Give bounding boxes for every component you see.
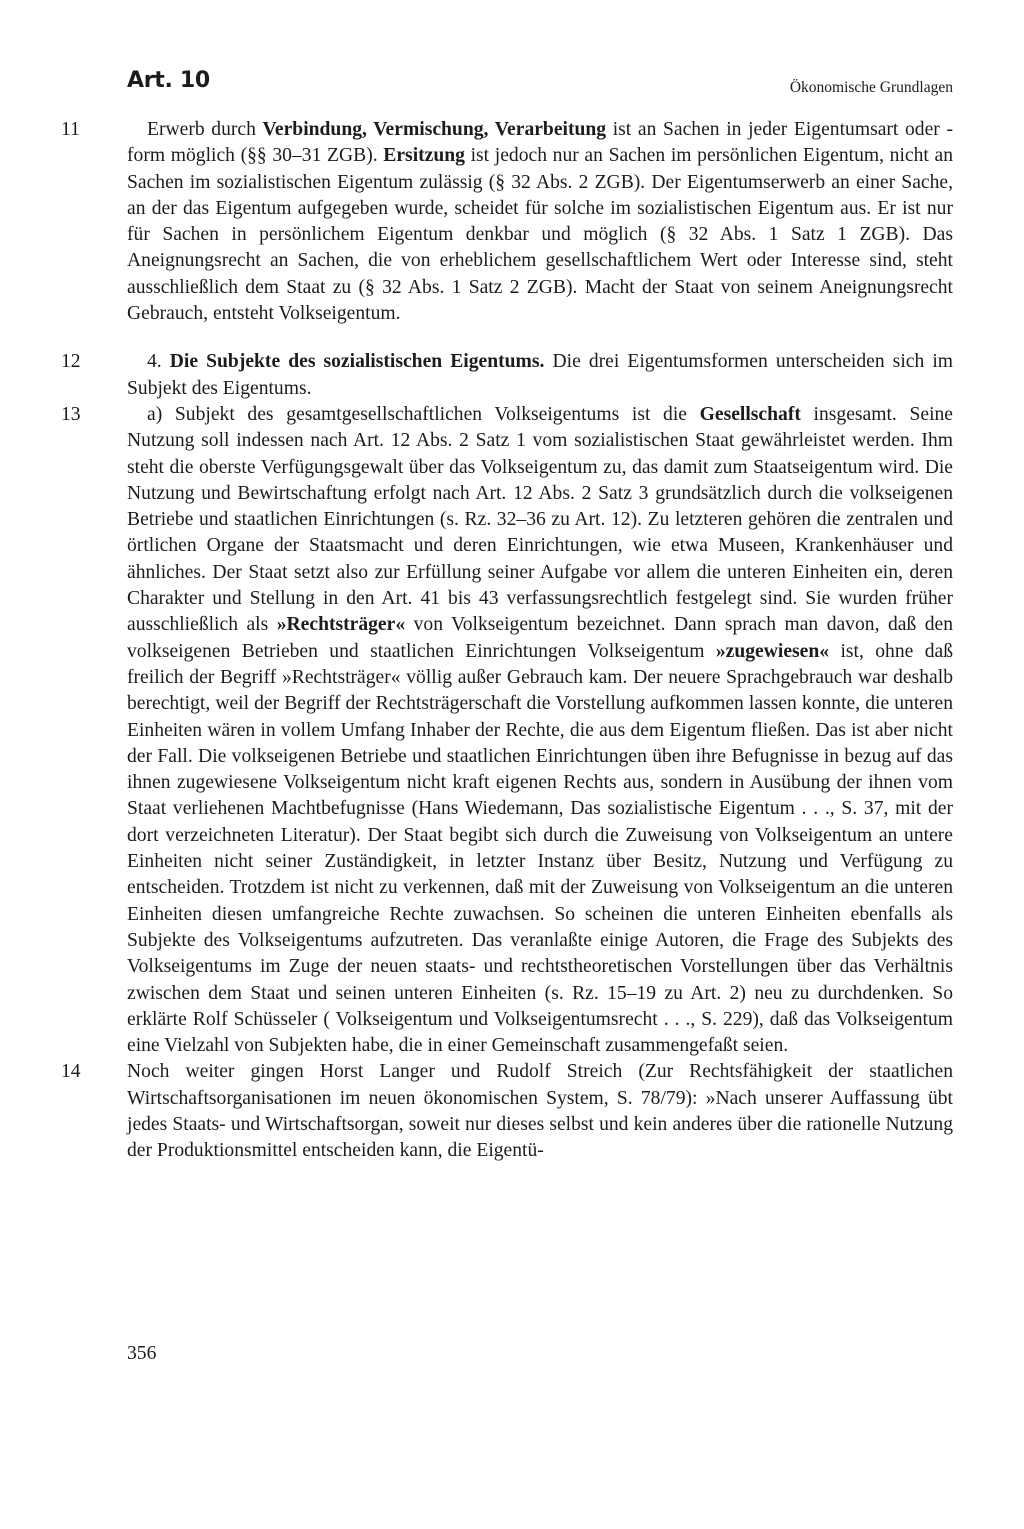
margin-number: 13 <box>61 403 81 425</box>
text-run: a) Subjekt des gesamtgesellschaftlichen Volkseigentums ist die <box>147 403 700 425</box>
text-run: Erwerb durch <box>147 119 263 140</box>
text-run: von Volkseigentum bezeichnet. Dann sprach man davon, daß den volkseigenen Betrieben und staatlichen Einrichtungen Volkseigentum <box>127 614 954 662</box>
running-title: Ökonomische Grundlagen <box>789 79 953 96</box>
text-run: insgesamt. Seine Nutzung soll indessen nach Art. 12 Abs. 2 Satz 1 vom sozialistischen Staat gewährleistet werden. Ihm steht die oberste Verfügungsgewalt über das Volkseigentum zu, das damit zum Staatseigentum wird. Die Nutzung und Bewirtschaftung erfolgt nach Art. 12 Abs. 2 Satz 3 grundsätzlich durch die volkseigenen Betriebe und staatlichen Einrichtungen (s. Rz. 32–36 zu Art. 12). Zu letzteren gehören die zentralen und örtlichen Organe der Staatsmacht und deren Einrichtungen, wie etwa Museen, Krankenhäuser und ähnliches. Der Staat setzt also zur Erfüllung seiner Aufgabe vor allem die unteren Einheiten ein, deren Charakter und Stellung in den Art. 41 bis 43 verfassungsrechtlich festgelegt sind. Sie wurden früher ausschließlich als <box>127 403 954 636</box>
paragraph-11 <box>61 117 953 327</box>
paragraph-spacer <box>127 327 953 349</box>
bold-term: Gesellschaft <box>699 403 801 425</box>
bold-term: »zugewiesen« <box>715 640 830 662</box>
text-run: Noch weiter gingen Horst Langer und Rudolf Streich (Zur Rechtsfähigkeit der staatlichen Wirtschaftsorganisationen im neuen ökonomischen System, S. 78/79): »Nach unserer Auffassung übt jedes Staats- und Wirtschaftsorgan, soweit nur dieses selbst und kein anderes über die rationelle Nutzung der Produktionsmittel entscheiden kann, die Eigentü- <box>127 1061 953 1162</box>
article-heading: Art. 10 <box>127 68 210 93</box>
text-run: ist jedoch nur an Sachen im persönlichen Eigentum, nicht an Sachen im sozialistischen Eigentum zulässig (§ 32 Abs. 2 ZGB). Der Eigentumserwerb an einer Sache, an der das Eigentum aufgegeben wurde, scheidet für solche im sozialistischen Eigentum aus. Er ist nur für Sachen in persönlichem Eigentum denkbar und möglich (§ 32 Abs. 1 Satz 1 ZGB). Das Aneignungsrecht an Sachen, die von erheblichem gesellschaftlichem Wert oder Interesse sind, steht ausschließlich dem Staat zu (§ 32 Abs. 1 Satz 2 ZGB). Macht der Staat von seinem Aneignungsrecht Gebrauch, entsteht Volkseigentum. <box>127 145 953 325</box>
bold-term: »Rechtsträger« <box>276 614 406 636</box>
margin-number: 12 <box>61 351 81 373</box>
text-run: 4. <box>147 351 170 373</box>
page-header <box>127 68 953 102</box>
margin-number: 14 <box>61 1061 81 1083</box>
text-run: ist, ohne daß freilich der Begriff »Rechtsträger« völlig außer Gebrauch kam. Der neuere Sprachgebrauch war deshalb berechtigt, weil der Begriff der Rechtsträgerschaft die Vorstellung aufkommen lassen konnte, die unteren Einheiten wären in vollem Umfang Inhaber der Rechte, die aus dem Eigentum fließen. Das ist aber nicht der Fall. Die volkseigenen Betriebe und staatlichen Einrichtungen üben ihre Befugnisse in bezug auf das ihnen zugewiesene Volkseigentum nicht kraft eigenen Rechts aus, sondern in Ausübung der ihnen vom Staat verliehenen Machtbefugnisse (Hans Wiedemann, Das sozialistische Eigentum . . ., S. 37, mit der dort verzeichneten Literatur). Der Staat begibt sich durch die Zuweisung von Volkseigentum an untere Einheiten nicht seiner Zuständigkeit, in letzter Instanz über Besitz, Nutzung und Verfügung zu entscheiden. Trotzdem ist nicht zu verkennen, daß mit der Zuweisung von Volkseigentum an die unteren Einheiten diesen umfangreiche Rechte zuwachsen. So scheinen die unteren Einheiten ebenfalls als Subjekte des Volkseigentums aufzutreten. Das veranlaßte einige Autoren, die Frage des Subjekts des Volkseigentums im Zuge der neuen staats- und rechtstheoretischen Vorstellungen über das Verhältnis zwischen dem Staat und seinen unteren Einheiten (s. Rz. 15–19 zu Art. 2) neu zu durchdenken. So erklärte Rolf Schüsseler ( Volkseigentum und Volkseigentumsrecht . . ., S. 229), daß das Volkseigentum eine Vielzahl von Subjekten habe, die in einer Gemeinschaft zusammengefaßt seien. <box>127 640 953 1057</box>
paragraph-13 <box>61 402 954 1059</box>
text-run: Die drei Eigentumsformen unterscheiden sich im Subjekt des Eigentums. <box>127 351 954 399</box>
page-number: 356 <box>127 1343 157 1364</box>
margin-number: 11 <box>61 119 80 140</box>
bold-term: Ersitzung <box>383 145 465 167</box>
section-heading: Die Subjekte des sozialistischen Eigentums. <box>169 351 545 373</box>
text-run: ist an Sachen in jeder Eigentumsart oder -form möglich (§§ 30–31 ZGB). <box>127 119 953 167</box>
body-text <box>61 117 954 1165</box>
paragraph-12 <box>61 349 954 402</box>
paragraph-14 <box>61 1059 953 1164</box>
bold-term: Verbindung, Vermischung, Verarbeitung <box>262 119 607 140</box>
